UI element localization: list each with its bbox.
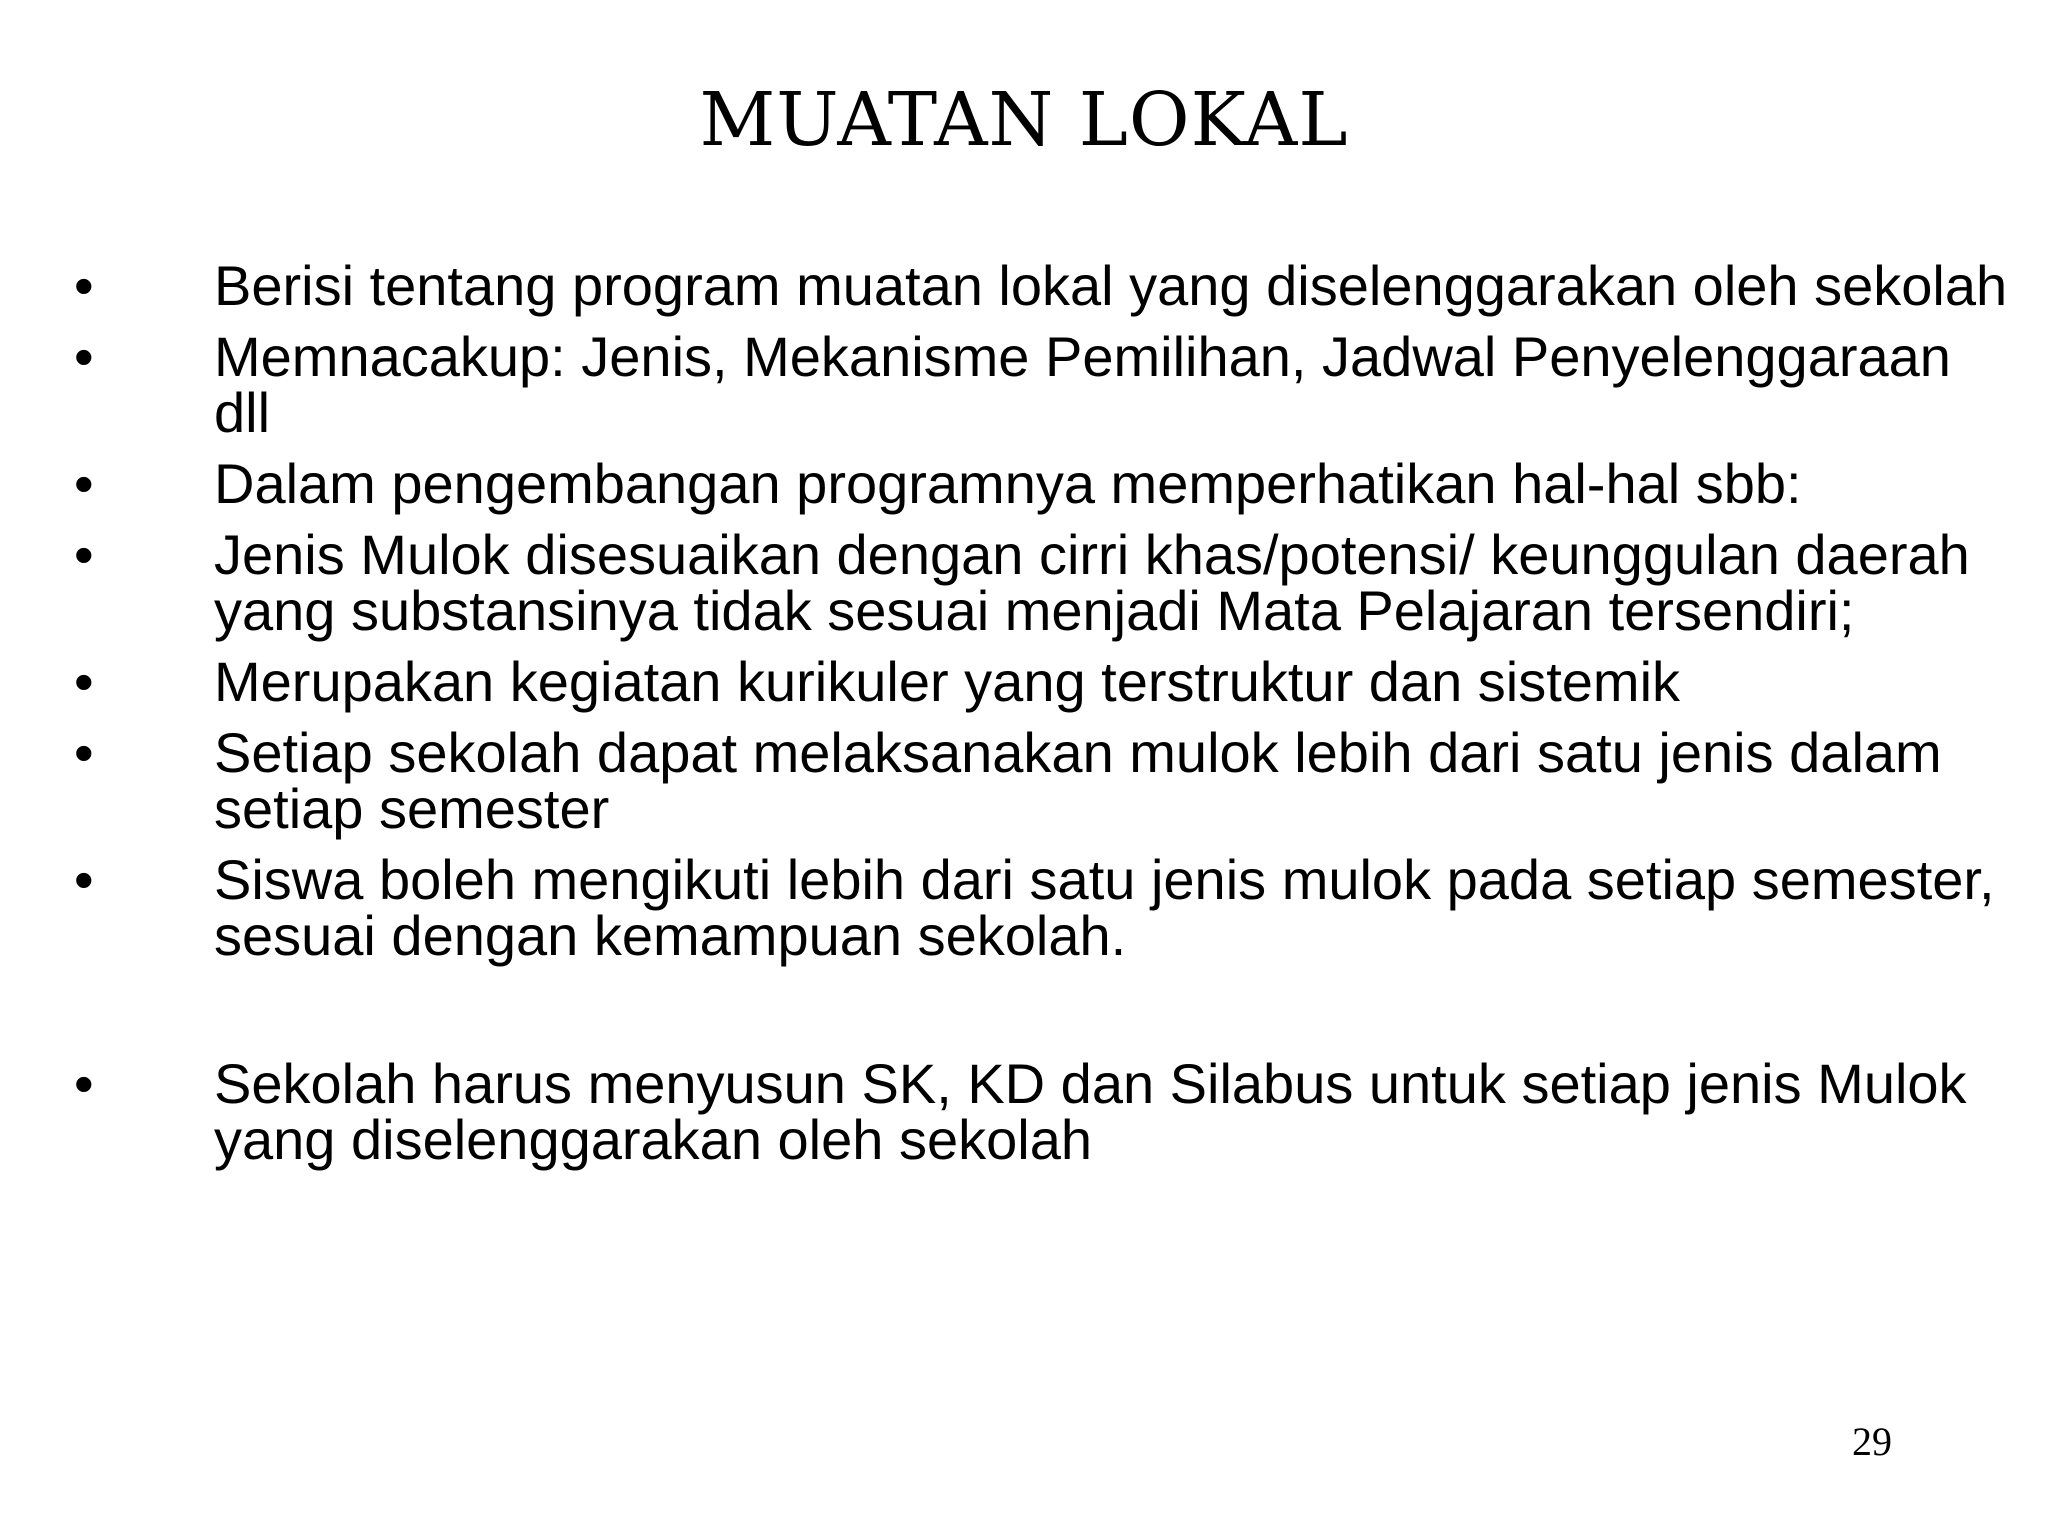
bullet-text: Merupakan kegiatan kurikuler yang terstruktur dan sistemik [214, 650, 1681, 713]
bullet-list [0, 254, 2048, 1183]
bullet-text: Setiap sekolah dapat melaksanakan mulok lebih dari satu jenis dalam setiap semester [214, 721, 1942, 840]
bullet-icon: • [74, 452, 94, 515]
slide-title: MUATAN LOKAL [699, 77, 1349, 163]
bullet-text: Sekolah harus menyusun SK, KD dan Silabus untuk setiap jenis Mulok yang diselenggarakan oleh sekolah [214, 1052, 1967, 1171]
bullet-text: Dalam pengembangan programnya memperhatikan hal-hal sbb: [214, 452, 1802, 515]
bullet-item [0, 848, 2048, 967]
bullet-icon: • [74, 721, 94, 784]
bullet-icon: • [74, 848, 94, 911]
bullet-icon: • [74, 325, 94, 388]
bullet-text: Jenis Mulok disesuaikan dengan cirri khas/potensi/ keunggulan daerah yang substansinya tidak sesuai menjadi Mata Pelajaran tersendiri; [214, 523, 1970, 642]
bullet-item [0, 650, 2048, 713]
bullet-icon: • [74, 650, 94, 713]
bullet-icon: • [74, 1052, 94, 1115]
page-number: 29 [1852, 1419, 1892, 1464]
bullet-item [0, 325, 2048, 444]
bullet-text: Siswa boleh mengikuti lebih dari satu jenis mulok pada setiap semester, sesuai dengan kemampuan sekolah. [214, 848, 1995, 967]
bullet-item [0, 1052, 2048, 1171]
bullet-item [0, 254, 2048, 317]
bullet-item [0, 452, 2048, 515]
bullet-icon: • [74, 523, 94, 586]
bullet-text: Memnacakup: Jenis, Mekanisme Pemilihan, Jadwal Penyelenggaraan dll [214, 325, 1951, 444]
bullet-icon: • [74, 254, 94, 317]
bullet-text: Berisi tentang program muatan lokal yang diselenggarakan oleh sekolah [214, 254, 2008, 317]
bullet-item [0, 721, 2048, 840]
bullet-item [0, 523, 2048, 642]
